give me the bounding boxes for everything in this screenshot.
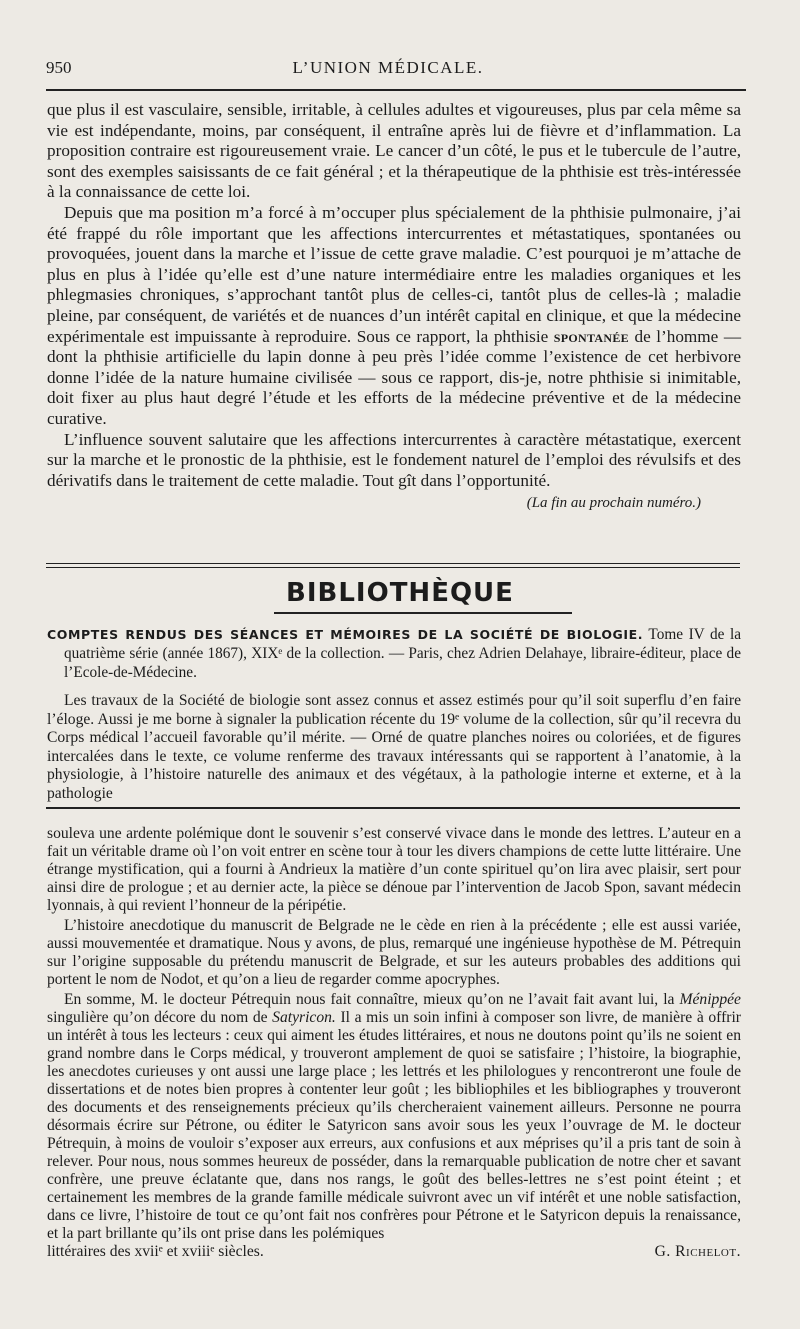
feuilleton-paragraph: En somme, M. le docteur Pétrequin nous fait connaître, mieux qu’on ne l’avait fait avant lui, la Ménippée singulière qu’on décore du nom de Satyricon. Il a mis un soin infini à composer son livre, de manière à offrir un intérêt à tous les lecteurs : ceux qui aiment les études littéraires, et nous ne doutons point qu’ils ne soient en grand nombre dans le Corps médical, y trouveront amplement de quoi se satisfaire ; l’histoire, la biographie, les anecdotes curieuses y ont aussi une large place ; les lettrés et les philologues y rencontreront une foule de dissertations et de notes bien propres à contenter leur goût ; les bibliophiles et les bibliographes y trouveront des documents et des renseignements précieux qu’ils chercheraient vainement ailleurs. Personne ne pourra désormais écrire sur Pétrone, ou éditer le Satyricon sans avoir sous les yeux l’ouvrage de M. le docteur Pétrequin, à moins de vouloir s’exposer aux erreurs, aux confusions et aux méprises qu’il a pris tant de soin à relever. Pour nous, nous sommes heureux de posséder, dans la remarquable publication de notre cher et savant confrère, une preuve éclatante que, dans nos rangs, le goût des belles-lettres ne s’est point éteint ; et certainement les membres de la grande famille médicale suivront avec un vif intérêt et une noble satisfaction, dans ce livre, l’histoire de tout ce qu’ont fait nos confrères pour Pétrone et le Satyricon depuis la renaissance, et la part brillante qu’ils ont prise dans les polémiques [47,991,741,1242]
article-paragraph: que plus il est vasculaire, sensible, irritable, à cellules adultes et vigoureuses, plus par cela même sa vie est indépendante, moins, par conséquent, il entraîne après lui de fièvre et d’inflammation. La proposition contraire est rigoureusement vraie. Le cancer d’un côté, le pus et le tubercule de l’autre, sont des exemples saisissants de ce fait général ; et la thérapeutique de la phthisie est très-intéressée à la connaissance de cette loi. [47,100,741,202]
section-double-rule [46,563,740,568]
closing-text: littéraires des xviiᵉ et xviiiᵉ siècles. [47,1243,264,1260]
page-header [46,58,730,84]
closing-line [47,1243,741,1261]
feuilleton-paragraph: souleva une ardente polémique dont le souvenir s’est conservé vivace dans le monde des lettres. L’auteur en a fait un véritable drame où l’on voit entrer en scène tour à tour les divers champions de cette lutte littéraire. Une étrange mystification, qui a fourni à Andrieux la matière d’un conte spirituel qu’on lira avec plaisir, sert pour ainsi dire de prologue ; et au dernier acte, la pièce se dénoue par l’intervention de Jacob Spon, savant médecin lyonnais, à qui revient l’honneur de la péripétie. [47,825,741,914]
feuilleton-section [47,825,741,1261]
entry-details: Tome IV de la quatrième série (année 1867), XIXᵉ de la collection. — Paris, chez Adrien Delahaye, libraire-éditeur, place de l’Ecole-de-Médecine. [64,626,741,681]
feuilleton-separator [46,807,740,809]
header-rule [46,89,746,91]
title-underline [274,612,572,614]
section-title: BIBLIOTHÈQUE [286,578,514,608]
entry-heading: COMPTES RENDUS DES SÉANCES ET MÉMOIRES DE LA SOCIÉTÉ DE BIOLOGIE. [47,627,644,642]
review-paragraph: Les travaux de la Société de biologie sont assez connus et assez estimés pour qu’il soit superflu d’en faire l’éloge. Aussi je me borne à signaler la publication récente du 19ᵉ volume de la collection, sûr qu’il recevra du Corps médical l’accueil favorable qu’il mérite. — Orné de quatre planches noires ou coloriées, et de figures intercalées dans le texte, ce volume renferme des travaux intéressants qui se rapportent à l’anatomie, à la physiologie, à l’histoire naturelle des animaux et des végétaux, à la pathologie interne et externe, et à la pathologie [47,692,741,802]
bibliography-section [47,625,741,804]
small-caps-word: spontanée [553,326,629,346]
author-signature: G. Richelot. [654,1243,741,1260]
article-continuation [47,100,741,514]
feuilleton-paragraph: L’histoire anecdotique du manuscrit de Belgrade ne le cède en rien à la précédente ; elle est aussi variée, aussi mouvementée et dramatique. Nous y avons, de plus, remarqué une ingénieuse hypothèse de M. Pétrequin sur l’origine supposable du prétendu manuscrit de Belgrade, et sur les auteurs probables des additions qui portent le nom de Nodot, et qu’on a lieu de regarder comme apocryphes. [47,917,741,988]
running-title: L’UNION MÉDICALE. [292,58,484,77]
article-paragraph: L’influence souvent salutaire que les affections intercurrentes à caractère métastatique, exercent sur la marche et le pronostic de la phthisie, est le fondement naturel de l’emploi des révulsifs et des dérivatifs dans le traitement de cette maladie. Tout gît dans l’opportunité. [47,429,741,490]
to-be-continued-note: (La fin au prochain numéro.) [526,495,701,512]
bibliography-entry [47,625,741,682]
page-number: 950 [46,58,72,77]
article-paragraph: Depuis que ma position m’a forcé à m’occuper plus spécialement de la phthisie pulmonaire, j’ai été frappé du rôle important que les affections intercurrentes et métastatiques, spontanées ou provoquées, jouent dans la marche et l’issue de cette grave maladie. C’est pourquoi je m’attache de plus en plus à l’idée qu’elle est d’une nature intermédiaire entre les maladies organiques et les phlegmasies chroniques, s’approchant tantôt plus de celles-ci, tantôt plus de celles-là ; maladie pleine, par conséquent, de variétés et de nuances d’un intérêt capital en clinique, et que la médecine expérimentale est impuissante à reproduire. Sous ce rapport, la phthisie spontanée de l’homme — dont la phthisie artificielle du lapin donne à peu près l’idée comme l’existence de cet herbivore donne l’idée de la nature humaine civilisée — sous ce rapport, dis-je, notre phthisie si inimitable, doit fixer au plus haut degré l’étude et les efforts de la médecine préventive et de la médecine curative. [47,202,742,428]
